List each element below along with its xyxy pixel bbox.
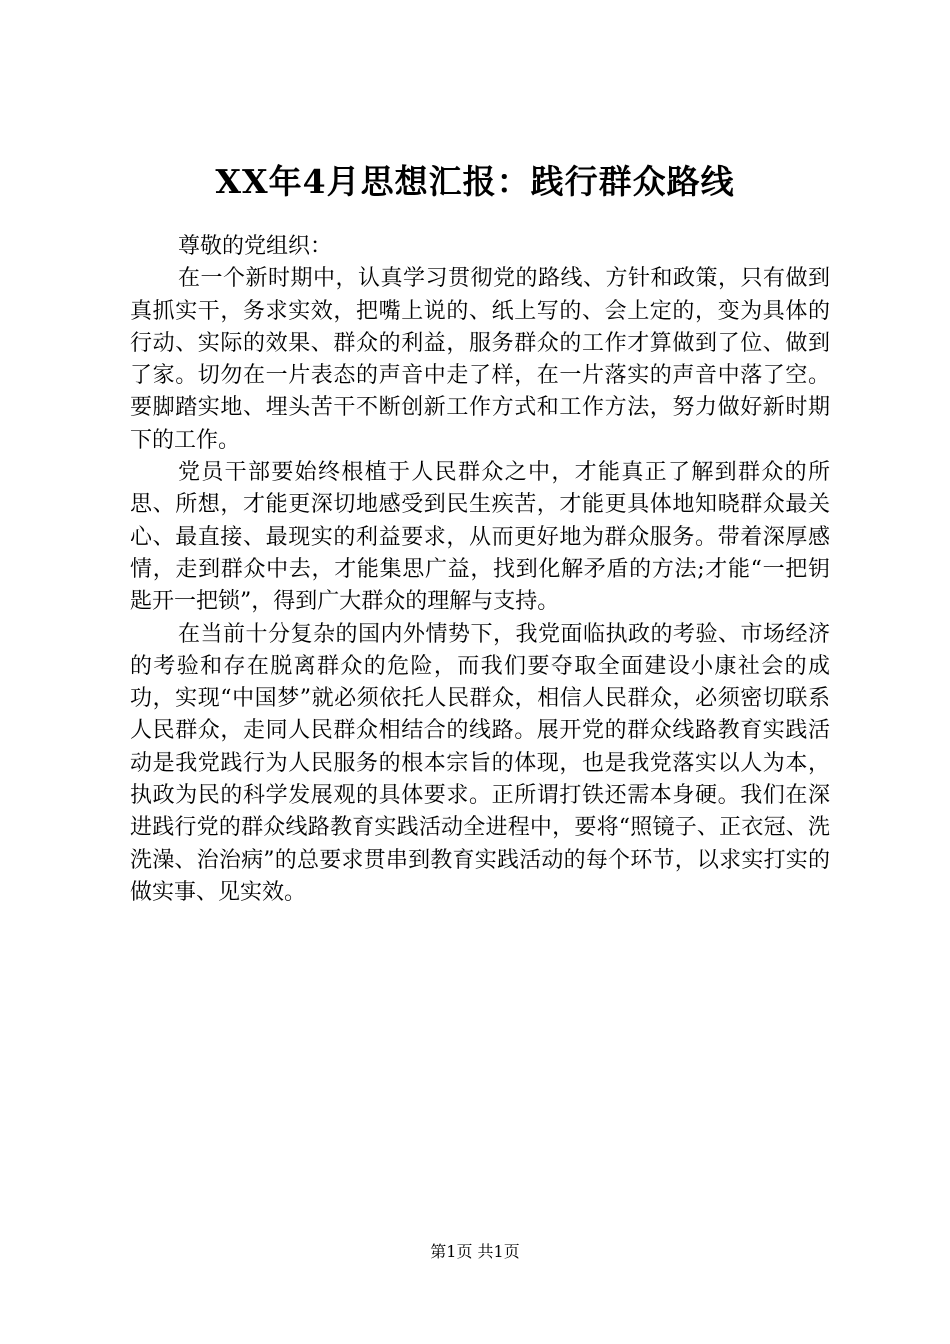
document-title: XX年4月思想汇报：践行群众路线	[215, 162, 735, 201]
salutation: 尊敬的党组织：	[178, 234, 333, 259]
body-paragraph-2: 党员干部要始终根植于人民群众之中，才能真正了解到群众的所思、所想，才能更深切地感受到民生疾苦，才能更具体地知晓群众最关心、最直接、最现实的利益要求，从而更好地为群众服务。带着深厚感情，走到群众中去，才能集思广益，找到化解矛盾的方法;才能“一把钥匙开一把锁”，得到广大群众的理解与支持。	[130, 460, 830, 615]
body-paragraph-1: 在一个新时期中，认真学习贯彻党的路线、方针和政策，只有做到真抓实干，务求实效，把嘴上说的、纸上写的、会上定的，变为具体的行动、实际的效果、群众的利益，服务群众的工作才算做到了位、做到了家。切勿在一片表态的声音中走了样，在一片落实的声音中落了空。要脚踏实地、埋头苦干不断创新工作方式和工作方法，努力做好新时期下的工作。	[130, 266, 830, 453]
page-number-footer: 第1页 共1页	[430, 1242, 520, 1261]
body-paragraph-3: 在当前十分复杂的国内外情势下，我党面临执政的考验、市场经济的考验和存在脱离群众的危险，而我们要夺取全面建设小康社会的成功，实现“中国梦”就必须依托人民群众，相信人民群众，必须密切联系人民群众，走同人民群众相结合的线路。展开党的群众线路教育实践活动是我党践行为人民服务的根本宗旨的体现，也是我党落实以人为本，执政为民的科学发展观的具体要求。正所谓打铁还需本身硬。我们在深进践行党的群众线路教育实践活动全进程中，要将“照镜子、正衣冠、洗洗澡、治治病”的总要求贯串到教育实践活动的每个环节，以求实打实的做实事、见实效。	[130, 621, 830, 905]
document-body	[130, 231, 830, 909]
